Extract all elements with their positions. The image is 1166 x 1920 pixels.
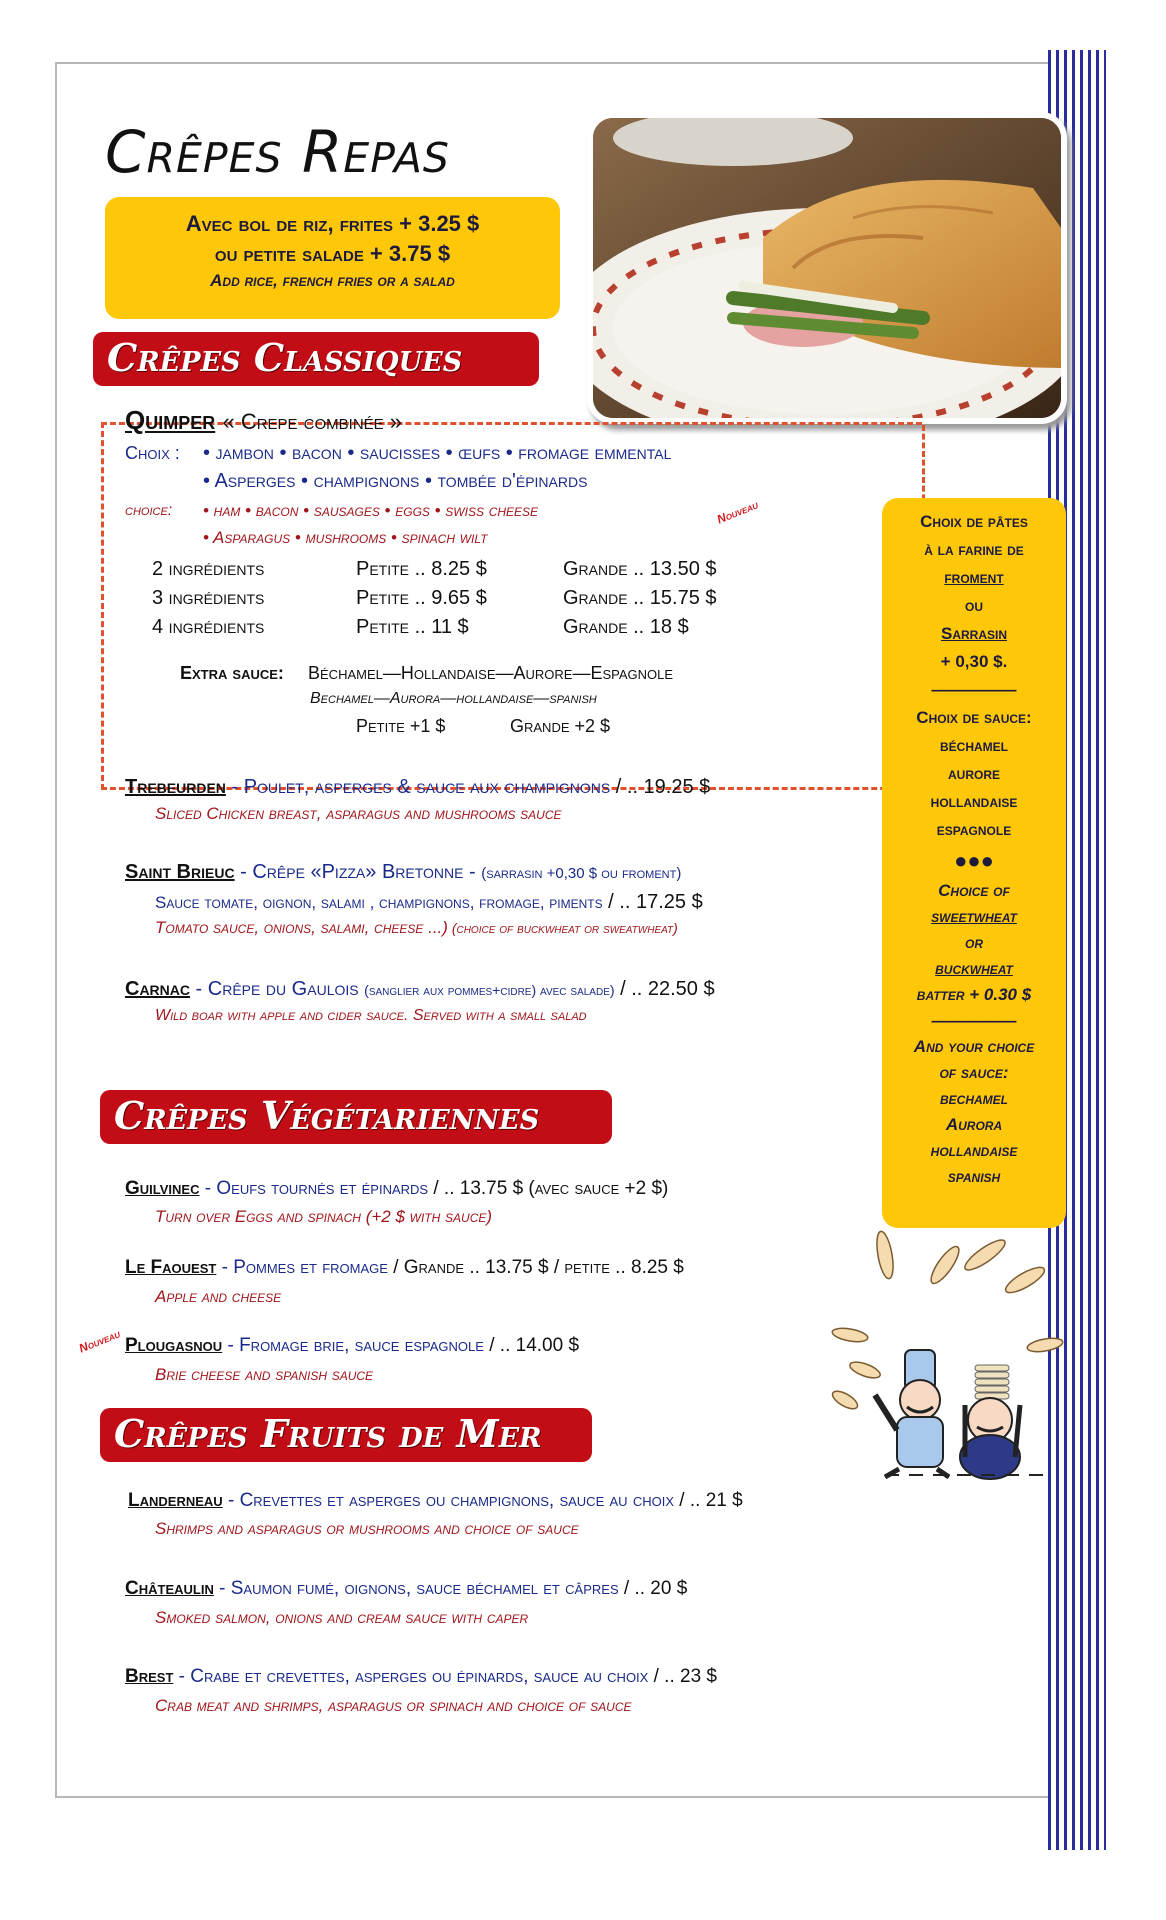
side-line-24: hollandaise	[930, 1141, 1018, 1160]
plougasnou-sep: -	[222, 1335, 240, 1356]
quimper-row-2-ingredients: 2 ingrédients	[152, 558, 265, 580]
saint-brieuc-desc: Crêpe «Pizza» Bretonne -	[252, 861, 482, 883]
quimper-choice-label: choice:	[125, 502, 173, 519]
le-faouest-en: Apple and cheese	[155, 1287, 282, 1306]
quimper-subtitle: « Crepe combinée »	[222, 409, 403, 434]
side-line-20: And your choice	[913, 1037, 1035, 1056]
plougasnou-name: Plougasnou	[125, 1335, 223, 1356]
quimper-row-3-ingredients: 3 ingrédients	[152, 587, 265, 609]
landerneau-price: / .. 21 $	[674, 1490, 743, 1511]
saint-brieuc-ingredients: Sauce tomate, oignon, salami , champignons, fromage, piments	[155, 893, 603, 912]
chateaulin-name: Châteaulin	[125, 1578, 214, 1599]
landerneau-en: Shrimps and asparagus or mushrooms and choice of sauce	[155, 1519, 579, 1538]
le-faouest-desc: Pommes et fromage	[233, 1257, 394, 1278]
quimper-row-2-grande: Grande .. 13.50 $	[563, 558, 717, 580]
side-line-23: Aurora	[945, 1115, 1003, 1134]
brest-price: / .. 23 $	[648, 1666, 717, 1687]
side-line-14: Choice of	[938, 881, 1010, 900]
carnac-name: Carnac	[125, 978, 190, 1000]
carnac-price: / .. 22.50 $	[614, 978, 715, 1000]
guilvinec-sep: -	[199, 1178, 217, 1199]
extra-sauce-label: Extra sauce:	[180, 663, 284, 683]
chateaulin-price: / .. 20 $	[618, 1578, 688, 1599]
quimper-row-3-petite: Petite .. 9.65 $	[356, 587, 487, 609]
saint-brieuc-en-main: Tomato sauce, onions, salami, cheese ...)	[155, 918, 448, 937]
quimper-row-3-grande: Grande .. 15.75 $	[563, 587, 717, 609]
landerneau-desc: Crevettes et asperges ou champignons, sauce au choix	[239, 1490, 675, 1511]
saint-brieuc-price: / .. 17.25 $	[602, 891, 703, 913]
extras-line-3: Add rice, french fries or a salad	[210, 271, 455, 290]
side-line-25: spanish	[947, 1167, 1001, 1186]
brest-line	[125, 1666, 717, 1688]
quimper-choix-line-1: • jambon • bacon • saucisses • œufs • fromage emmental	[203, 442, 672, 464]
side-line-10: aurore	[947, 764, 1000, 783]
side-line-19: —————	[931, 1011, 1017, 1030]
quimper-row-4-petite: Petite .. 11 $	[356, 616, 469, 638]
extra-sauce-fr: Béchamel—Hollandaise—Aurore—Espagnole	[308, 663, 674, 683]
crepe-photo	[587, 112, 1067, 424]
quimper-choice-line-2: • Asparagus • mushrooms • spinach wilt	[203, 528, 488, 547]
le-faouest-sep: -	[216, 1257, 234, 1278]
quimper-row-4-grande: Grande .. 18 $	[563, 616, 689, 638]
quimper-name: Quimper	[125, 405, 216, 435]
quimper-choix-line-2: • Asperges • champignons • tombée d'épinards	[203, 470, 588, 492]
side-line-18: batter + 0.30 $	[916, 985, 1032, 1004]
guilvinec-line	[125, 1178, 668, 1200]
section-banner-classiques: Crêpes Classiques	[93, 332, 539, 386]
trebeurden-en: Sliced Chicken breast, asparagus and mushrooms sauce	[155, 804, 562, 823]
plougasnou-line	[125, 1335, 579, 1357]
guilvinec-desc: Oeufs tournés et épinards	[216, 1178, 429, 1199]
carnac-desc-small: (sanglier aux pommes+cidre) avec salade)	[364, 982, 615, 998]
carnac-en: Wild boar with apple and cider sauce. Served with a small salad	[155, 1007, 587, 1024]
saint-brieuc-en	[155, 918, 678, 938]
quimper-title-line	[125, 405, 402, 436]
chef-illustration	[825, 1225, 1065, 1485]
le-faouest-line	[125, 1257, 684, 1279]
side-line-7: —————	[931, 680, 1017, 699]
le-faouest-name: Le Faouest	[125, 1257, 217, 1278]
saint-brieuc-en-small: (choice of buckwheat or sweatwheat)	[447, 920, 678, 936]
guilvinec-name: Guilvinec	[125, 1178, 200, 1199]
chateaulin-line	[125, 1578, 687, 1600]
guilvinec-price: / .. 13.75 $ (avec sauce +2 $)	[428, 1178, 669, 1199]
chateaulin-desc: Saumon fumé, oignons, sauce béchamel et câpres	[230, 1578, 619, 1599]
crepe-photo-illustration	[593, 118, 1061, 418]
le-faouest-price: / Grande .. 13.75 $ / petite .. 8.25 $	[393, 1257, 684, 1278]
quimper-choice-line-1: • ham • bacon • sausages • eggs • swiss cheese	[203, 501, 539, 520]
side-line-17: buckwheat	[935, 959, 1013, 978]
brest-name: Brest	[125, 1666, 174, 1687]
guilvinec-en: Turn over Eggs and spinach (+2 $ with sauce)	[155, 1207, 493, 1226]
saint-brieuc-line-2	[155, 891, 703, 914]
landerneau-sep: -	[222, 1490, 240, 1511]
carnac-line	[125, 978, 715, 1001]
landerneau-name: Landerneau	[128, 1490, 223, 1511]
chateaulin-en: Smoked salmon, onions and cream sauce with caper	[155, 1608, 529, 1627]
saint-brieuc-line	[125, 861, 681, 884]
side-line-11: hollandaise	[930, 792, 1018, 811]
side-line-9: béchamel	[940, 736, 1008, 755]
landerneau-line	[128, 1490, 743, 1512]
side-line-4: ou	[965, 596, 983, 615]
side-line-2: à la farine de	[924, 540, 1024, 559]
extra-sauce-en: Bechamel—Aurora—hollandaise—spanish	[310, 690, 597, 707]
section-banner-fruits-de-mer: Crêpes Fruits de Mer	[100, 1408, 592, 1462]
plougasnou-en: Brie cheese and spanish sauce	[155, 1365, 374, 1384]
extra-sauce-price-petite: Petite +1 $	[356, 716, 446, 736]
saint-brieuc-name: Saint Brieuc	[125, 861, 235, 883]
side-line-3: froment	[944, 568, 1004, 587]
trebeurden-price: / .. 19.25 $	[610, 776, 711, 798]
side-line-5: Sarrasin	[940, 624, 1007, 643]
section-banner-vegetariennes: Crêpes Végétariennes	[100, 1090, 612, 1144]
trebeurden-name: Trebeurden	[125, 776, 226, 798]
saint-brieuc-desc-small: (sarrasin +0,30 $ ou froment)	[481, 865, 682, 882]
trebeurden-sep: -	[225, 776, 244, 798]
brest-en: Crab meat and shrimps, asparagus or spinach and choice of sauce	[155, 1696, 632, 1715]
quimper-nouveau-badge: Nouveau	[714, 497, 760, 527]
side-line-8: Choix de sauce:	[916, 708, 1032, 727]
extra-sauce-price-grande: Grande +2 $	[510, 716, 611, 736]
side-line-16: or	[965, 933, 983, 952]
quimper-row-2-petite: Petite .. 8.25 $	[356, 558, 487, 580]
extras-box	[105, 197, 560, 319]
trebeurden-desc: Poulet, asperges & sauce aux champignons	[243, 776, 611, 798]
carnac-sep: -	[190, 978, 208, 1000]
plougasnou-nouveau-badge: Nouveau	[76, 1326, 122, 1356]
chateaulin-sep: -	[213, 1578, 231, 1599]
quimper-row-4-ingredients: 4 ingrédients	[152, 616, 265, 638]
side-options-box	[882, 498, 1066, 1228]
extras-line-2: ou petite salade + 3.75 $	[214, 241, 451, 266]
side-line-13: ●●●	[954, 848, 994, 873]
page-title: Crêpes Repas	[105, 118, 450, 186]
side-line-1: Choix de pâtes	[920, 512, 1028, 531]
trebeurden-line	[125, 776, 710, 799]
side-line-21: of sauce:	[939, 1063, 1009, 1082]
plougasnou-price: / .. 14.00 $	[489, 1335, 580, 1356]
side-line-22: bechamel	[940, 1089, 1008, 1108]
carnac-desc: Crêpe du Gaulois	[207, 978, 365, 1000]
quimper-choix-label: Choix :	[125, 443, 180, 463]
plougasnou-desc: Fromage brie, sauce espagnole	[239, 1335, 490, 1356]
extras-line-1: Avec bol de riz, frites + 3.25 $	[185, 211, 480, 236]
saint-brieuc-sep: -	[234, 861, 253, 883]
brest-sep: -	[173, 1666, 191, 1687]
side-line-6: + 0,30 $.	[940, 652, 1008, 671]
side-line-12: espagnole	[936, 820, 1012, 839]
side-line-15: sweetwheat	[931, 907, 1017, 926]
brest-desc: Crabe et crevettes, asperges ou épinards, sauce au choix	[190, 1666, 649, 1687]
